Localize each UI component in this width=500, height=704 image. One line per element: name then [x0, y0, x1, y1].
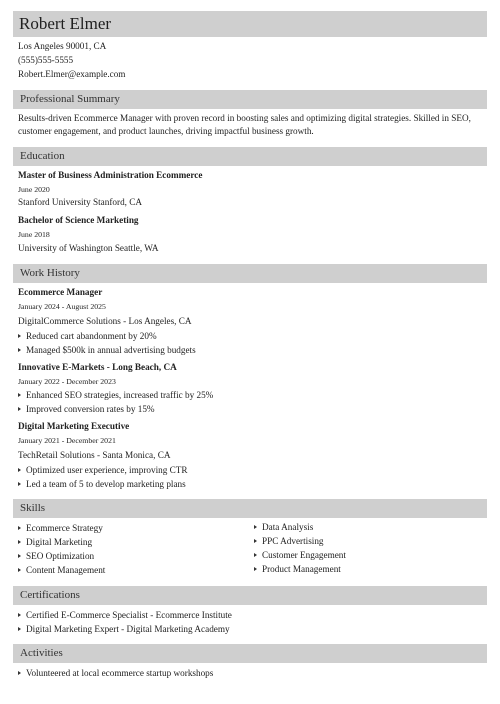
job-title: Ecommerce Manager [18, 287, 103, 297]
job-dates: January 2022 - December 2023 [18, 377, 116, 386]
section-header-activities: Activities [13, 644, 487, 663]
skill-item: Customer Engagement [254, 549, 346, 562]
education-degree: Bachelor of Science Marketing [18, 215, 139, 225]
job-title: Digital Marketing Executive [18, 421, 130, 431]
section-header-certifications: Certifications [13, 586, 487, 605]
skill-item: SEO Optimization [18, 550, 94, 563]
section-header-education: Education [13, 147, 487, 166]
education-date: June 2018 [18, 230, 50, 239]
job-bullet: Enhanced SEO strategies, increased traffic by 25% [18, 389, 213, 402]
education-school: Stanford University Stanford, CA [18, 197, 143, 207]
skill-item: Ecommerce Strategy [18, 522, 103, 535]
job-dates: January 2021 - December 2021 [18, 436, 116, 445]
certification-item: Certified E-Commerce Specialist - Ecommerce Institute [18, 609, 232, 622]
education-degree: Master of Business Administration Ecommerce [18, 170, 203, 180]
skill-item: PPC Advertising [254, 535, 324, 548]
job-company: DigitalCommerce Solutions - Los Angeles, CA [18, 316, 192, 326]
education-date: June 2020 [18, 185, 50, 194]
job-title: Innovative E-Markets - Long Beach, CA [18, 362, 177, 372]
certification-item: Digital Marketing Expert - Digital Marketing Academy [18, 623, 230, 636]
skill-item: Data Analysis [254, 521, 313, 534]
job-dates: January 2024 - August 2025 [18, 302, 106, 311]
candidate-name: Robert Elmer [13, 11, 487, 37]
contact-email: Robert.Elmer@example.com [18, 69, 126, 79]
activity-item: Volunteered at local ecommerce startup workshops [18, 667, 213, 680]
section-header-skills: Skills [13, 499, 487, 518]
job-bullet: Led a team of 5 to develop marketing plans [18, 478, 186, 491]
section-header-summary: Professional Summary [13, 90, 487, 109]
job-bullet: Optimized user experience, improving CTR [18, 464, 188, 477]
contact-location: Los Angeles 90001, CA [18, 41, 107, 51]
contact-phone: (555)555-5555 [18, 55, 74, 65]
skill-item: Product Management [254, 563, 341, 576]
skill-item: Content Management [18, 564, 105, 577]
skill-item: Digital Marketing [18, 536, 92, 549]
job-bullet: Reduced cart abandonment by 20% [18, 330, 157, 343]
job-company: TechRetail Solutions - Santa Monica, CA [18, 450, 171, 460]
job-bullet: Managed $500k in annual advertising budgets [18, 344, 196, 357]
summary-text: Results-driven Ecommerce Manager with proven record in boosting sales and optimizing digital strategies. Skilled in SEO, customer engagement, and product launches, driving impactful business growth. [18, 113, 471, 136]
job-bullet: Improved conversion rates by 15% [18, 403, 155, 416]
education-school: University of Washington Seattle, WA [18, 243, 159, 253]
section-header-work: Work History [13, 264, 487, 283]
